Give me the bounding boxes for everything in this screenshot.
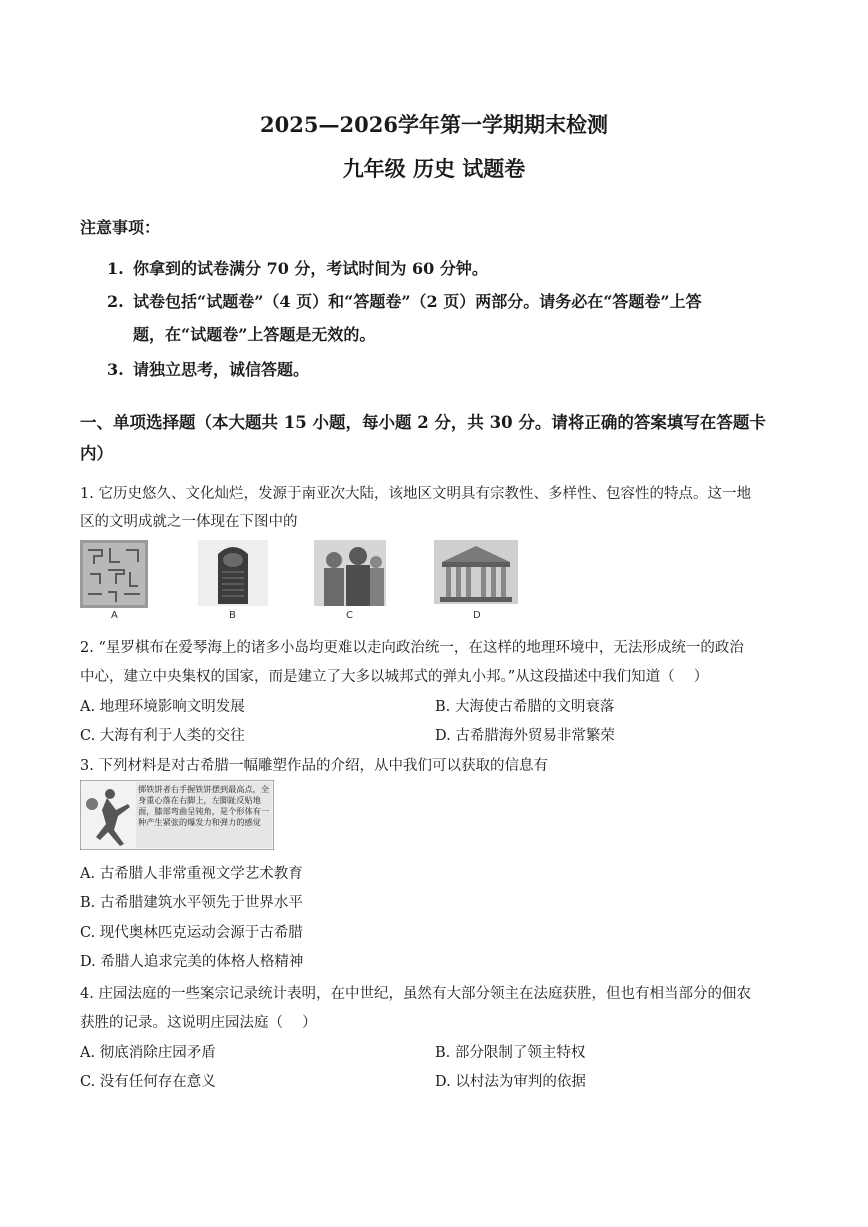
notes-heading: 注意事项： — [80, 218, 161, 237]
note-number: 2. — [107, 292, 124, 311]
option-a: A. 地理环境影响文明发展 — [80, 699, 245, 715]
image-b-stele — [198, 540, 268, 606]
image-label: C — [346, 610, 353, 621]
statue-description: 掷铁饼者右手握铁饼摆到最高点，全身重心落在右脚上，左脚趾反贴地面，膝部弯曲呈钝角，是个形体有一种产生紧张的爆发力和弹力的感觉 — [138, 784, 270, 827]
question-2-line2: 中心，建立中央集权的国家，而是建立了大多以城邦式的弹丸小邦。”从这段描述中我们知道（ ） — [80, 669, 709, 685]
note-text: 试卷包括“试题卷”（4 页）和“答题卷”（2 页）两部分。请务必在“答题卷”上答 — [133, 292, 702, 311]
option-d: D. 古希腊海外贸易非常繁荣 — [435, 728, 615, 744]
note-number: 1. — [107, 259, 124, 278]
note-number: 3. — [107, 360, 124, 379]
option-b: B. 古希腊建筑水平领先于世界水平 — [80, 895, 303, 911]
image-c-terracotta — [314, 540, 386, 606]
exam-subtitle: 九年级 历史 试题卷 — [342, 156, 526, 181]
question-2-line1: 2. “星罗棋布在爱琴海上的诸多小岛均更难以走向政治统一，在这样的地理环境中，无法形成统一的政治 — [80, 640, 744, 656]
option-b: B. 部分限制了领主特权 — [435, 1045, 586, 1061]
section-heading: 一、单项选择题（本大题共 15 小题，每小题 2 分，共 30 分。请将正确的答案填写在答题卡 — [80, 413, 766, 432]
option-a: A. 古希腊人非常重视文学艺术教育 — [80, 866, 303, 882]
section-heading-cont: 内） — [80, 444, 113, 463]
note-text: 你拿到的试卷满分 70 分，考试时间为 60 分钟。 — [133, 259, 488, 278]
note-item — [107, 357, 309, 380]
option-c: C. 现代奥林匹克运动会源于古希腊 — [80, 925, 303, 941]
exam-title: 2025—2026学年第一学期期末检测 — [260, 112, 608, 137]
question-3-line1: 3. 下列材料是对古希腊一幅雕塑作品的介绍，从中我们可以获取的信息有 — [80, 758, 548, 774]
image-a-seal — [80, 540, 148, 608]
note-continuation: 题，在“试题卷”上答题是无效的。 — [133, 325, 376, 344]
image-label: D — [473, 610, 481, 621]
image-d-pantheon — [434, 540, 518, 604]
option-d: D. 希腊人追求完美的体格人格精神 — [80, 954, 304, 970]
image-label: A — [111, 610, 118, 621]
question-1-line1: 1. 它历史悠久、文化灿烂，发源于南亚次大陆，该地区文明具有宗教性、多样性、包容性的特点。这一地 — [80, 486, 751, 502]
option-c: C. 大海有利于人类的交往 — [80, 728, 245, 744]
question-4-line2: 获胜的记录。这说明庄园法庭（ ） — [80, 1015, 317, 1031]
question-1-line2: 区的文明成就之一体现在下图中的 — [80, 514, 298, 530]
option-b: B. 大海使古希腊的文明衰落 — [435, 699, 615, 715]
option-c: C. 没有任何存在意义 — [80, 1074, 216, 1090]
question-4-line1: 4. 庄园法庭的一些案宗记录统计表明，在中世纪，虽然有大部分领主在法庭获胜，但也有相当部分的佃农 — [80, 986, 751, 1002]
image-label: B — [229, 610, 236, 621]
option-d: D. 以村法为审判的依据 — [435, 1074, 586, 1090]
note-item — [107, 289, 702, 312]
option-a: A. 彻底消除庄园矛盾 — [80, 1045, 216, 1061]
note-text: 请独立思考，诚信答题。 — [133, 360, 310, 379]
note-item — [107, 256, 488, 279]
